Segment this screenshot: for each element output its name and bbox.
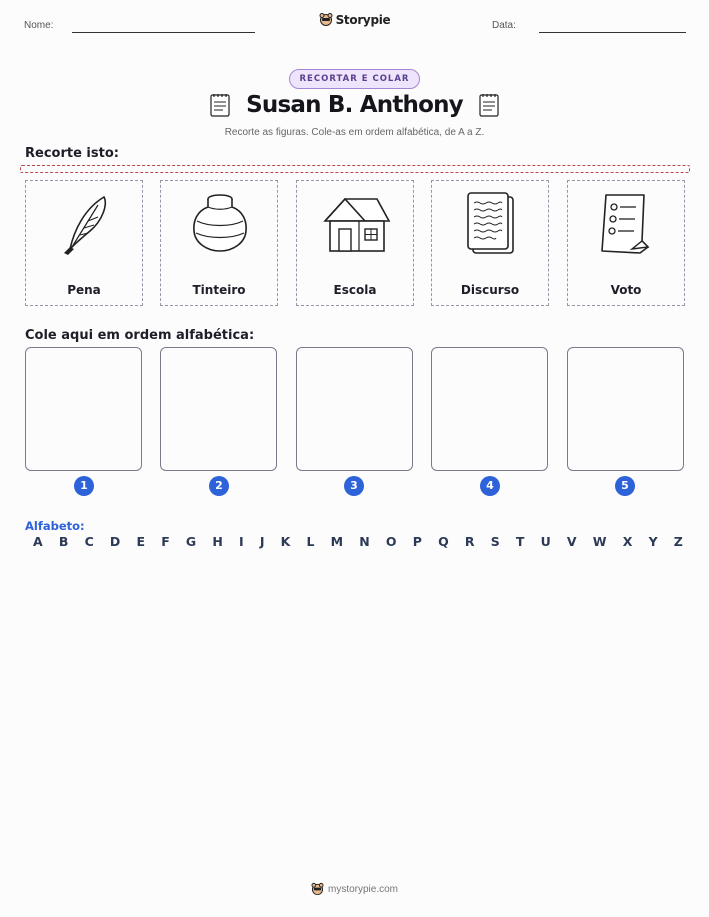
alphabet-letter: W [592,534,607,549]
footer-url[interactable]: mystorypie.com [327,884,398,895]
school-icon [321,191,391,257]
alphabet-strip [33,534,683,549]
footer [0,882,709,895]
alphabet-letter: K [280,534,291,549]
card-label: Pena [67,283,101,297]
alphabet-letter: L [306,534,315,549]
date-label: Data: [492,20,516,31]
cut-card-voto[interactable] [567,180,685,306]
brand-name: Storypie [335,13,391,27]
paste-slot-5[interactable] [567,347,684,471]
alphabet-letter: B [58,534,69,549]
title-row [0,92,709,118]
page-title: Susan B. Anthony [246,92,463,118]
alphabet-letter: J [259,534,265,549]
slot-number-badge: 1 [74,476,94,496]
notepad-icon [208,92,232,118]
activity-badge: RECORTAR E COLAR [289,69,421,89]
mascot-icon [311,882,324,895]
alphabet-letter: Z [673,534,683,549]
inkwell-icon [185,191,255,257]
cut-card-discurso[interactable] [431,180,549,306]
alphabet-letter: D [109,534,121,549]
alphabet-letter: C [84,534,94,549]
slot-number-badge: 3 [344,476,364,496]
alphabet-label: Alfabeto: [25,519,85,533]
cut-section-label: Recorte isto: [25,146,119,161]
alphabet-letter: Q [438,534,449,549]
notepad-icon [477,92,501,118]
slot-number-badge: 4 [480,476,500,496]
name-label: Nome: [24,20,54,31]
alphabet-letter: P [412,534,422,549]
speech-document-icon [456,191,526,257]
card-label: Voto [610,283,642,297]
cut-card-pena[interactable] [25,180,143,306]
alphabet-letter: X [622,534,633,549]
card-label: Discurso [460,283,520,297]
date-line[interactable] [539,32,686,33]
card-label: Escola [333,283,377,297]
slot-number-badge: 2 [209,476,229,496]
paste-slot-1[interactable] [25,347,142,471]
slot-number-badge: 5 [615,476,635,496]
ballot-icon [592,191,662,257]
alphabet-letter: F [161,534,170,549]
paste-slot-3[interactable] [296,347,413,471]
alphabet-letter: H [212,534,223,549]
quill-icon [50,191,120,257]
alphabet-letter: Y [648,534,658,549]
alphabet-letter: O [385,534,397,549]
alphabet-letter: T [515,534,525,549]
instructions: Recorte as figuras. Cole-as em ordem alfabética, de A a Z. [224,127,485,138]
card-label: Tinteiro [192,283,246,297]
brand-logo [0,12,709,27]
alphabet-letter: V [566,534,577,549]
alphabet-letter: G [185,534,197,549]
name-line[interactable] [72,32,255,33]
alphabet-letter: U [540,534,551,549]
cut-card-tinteiro[interactable] [160,180,278,306]
alphabet-letter: R [464,534,475,549]
paste-section-label: Cole aqui em ordem alfabética: [25,328,255,343]
alphabet-letter: S [490,534,500,549]
cut-line [20,165,690,173]
alphabet-letter: A [33,534,43,549]
mascot-icon [319,12,333,26]
paste-slot-4[interactable] [431,347,548,471]
cut-card-escola[interactable] [296,180,414,306]
alphabet-letter: N [359,534,370,549]
alphabet-letter: I [239,534,244,549]
paste-slot-2[interactable] [160,347,277,471]
alphabet-letter: E [136,534,146,549]
alphabet-letter: M [330,534,344,549]
